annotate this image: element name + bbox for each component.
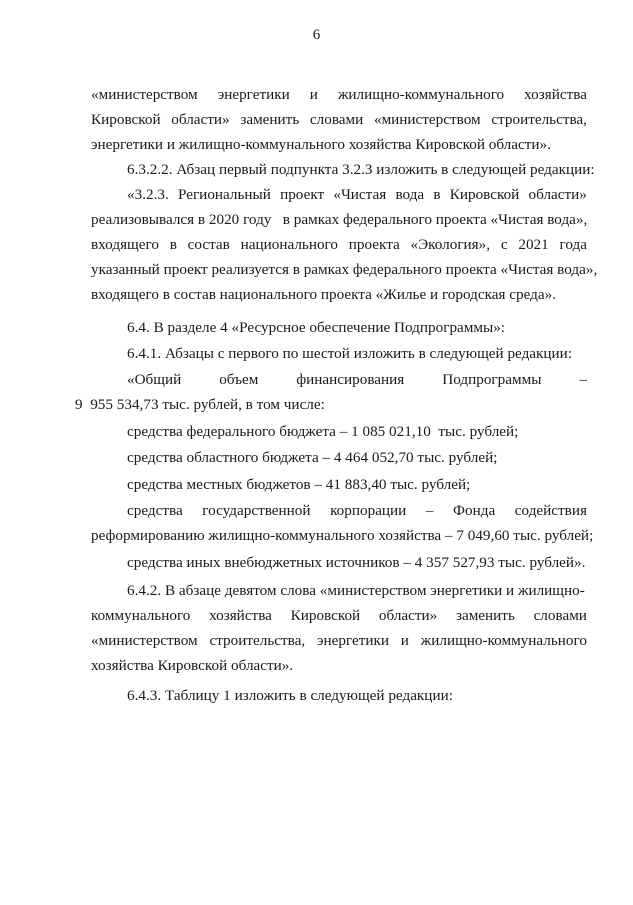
text-line: 6.4.2. В абзаце девятом слова «министерством энергетики и жилищно- <box>127 582 585 599</box>
text-line: энергетики и жилищно-коммунального хозяйства Кировской области». <box>91 136 551 153</box>
text-line: 6.3.2.2. Абзац первый подпункта 3.2.3 изложить в следующей редакции: <box>127 161 595 178</box>
word: финансирования <box>296 371 405 388</box>
word: заменить <box>240 111 300 128</box>
word: жилищно-коммунального <box>337 86 505 103</box>
text-line <box>91 603 587 628</box>
paragraph-quote-3-2-3 <box>91 182 598 307</box>
word: состав <box>187 236 230 253</box>
word: национального <box>240 236 339 253</box>
word: проекта <box>348 236 400 253</box>
word: коммунального <box>91 607 191 624</box>
word: словами <box>533 607 587 624</box>
word: «3.2.3. <box>127 186 169 203</box>
word: Региональный <box>177 186 271 203</box>
word: вода <box>395 186 425 203</box>
funding-local <box>91 472 587 497</box>
text-line: средства федерального бюджета – 1 085 021,10 тыс. рублей; <box>127 423 519 440</box>
paragraph-6-4 <box>91 315 587 340</box>
word: – <box>579 371 587 388</box>
word: корпорации <box>330 502 407 519</box>
word: области» <box>528 186 587 203</box>
word: средства <box>127 502 183 519</box>
word: хозяйства <box>209 607 272 624</box>
word: области» <box>378 607 438 624</box>
word: 2021 <box>518 236 549 253</box>
text-line: хозяйства Кировской области». <box>91 657 294 674</box>
word: – <box>425 502 434 519</box>
paragraph-6-3-2-2 <box>91 157 595 182</box>
word: в <box>169 236 177 253</box>
text-line: средства местных бюджетов – 41 883,40 тыс. рублей; <box>127 476 471 493</box>
text-line: реформированию жилищно-коммунального хозяйства – 7 049,60 тыс. рублей; <box>91 527 594 544</box>
word: «министерством <box>91 86 198 103</box>
word: «Экология», <box>410 236 491 253</box>
word: Подпрограммы <box>442 371 542 388</box>
text-line <box>91 232 587 257</box>
text-line <box>91 82 587 107</box>
word: «Чистая <box>333 186 387 203</box>
word: Фонда <box>453 502 496 519</box>
word: проект <box>280 186 325 203</box>
text-line: 6.4.1. Абзацы с первого по шестой изложить в следующей редакции: <box>127 345 573 362</box>
text-line: 9 955 534,73 тыс. рублей, в том числе: <box>75 396 325 413</box>
page-number: 6 <box>312 27 321 43</box>
word: в <box>433 186 441 203</box>
word: Кировской <box>449 186 520 203</box>
word: «министерством <box>91 632 198 649</box>
word: года <box>559 236 587 253</box>
text-line <box>91 107 587 132</box>
text-line <box>91 498 587 523</box>
text-line: реализовывался в 2020 году в рамках федерального проекта «Чистая вода», <box>91 211 588 228</box>
paragraph-funding <box>75 367 587 417</box>
text-line: 6.4.3. Таблицу 1 изложить в следующей редакции: <box>127 687 453 704</box>
word: строительства, <box>491 111 587 128</box>
paragraph-replacement-1 <box>91 82 587 157</box>
word: с <box>500 236 508 253</box>
word: энергетики <box>316 632 389 649</box>
paragraph-6-4-1 <box>91 341 587 366</box>
word: словами <box>309 111 364 128</box>
text-line: входящего в состав национального проекта «Жилье и городская среда». <box>91 286 557 303</box>
word: содействия <box>514 502 587 519</box>
word: «Общий <box>127 371 182 388</box>
word: заменить <box>455 607 515 624</box>
word: «министерством <box>373 111 481 128</box>
word: входящего <box>91 236 159 253</box>
word: государственной <box>202 502 311 519</box>
paragraph-6-4-2 <box>91 578 587 678</box>
word: строительства, <box>209 632 306 649</box>
paragraph-6-4-3 <box>91 683 587 708</box>
funding-federal <box>91 419 587 444</box>
funding-regional <box>91 445 587 470</box>
funding-corporation <box>91 498 594 548</box>
word: и <box>309 86 318 103</box>
text-line <box>91 182 587 207</box>
funding-extrabudgetary <box>91 550 587 575</box>
text-line <box>75 367 587 392</box>
text-line <box>91 628 587 653</box>
word: Кировской <box>91 111 161 128</box>
word: энергетики <box>217 86 290 103</box>
word: объем <box>219 371 259 388</box>
word: области» <box>171 111 230 128</box>
word: Кировской <box>290 607 361 624</box>
text-line: указанный проект реализуется в рамках федерального проекта «Чистая вода», <box>91 261 598 278</box>
text-line: средства областного бюджета – 4 464 052,70 тыс. рублей; <box>127 449 498 466</box>
word: и <box>400 632 409 649</box>
text-line: средства иных внебюджетных источников – 4 357 527,93 тыс. рублей». <box>127 554 586 571</box>
text-line: 6.4. В разделе 4 «Ресурсное обеспечение Подпрограммы»: <box>127 319 506 336</box>
word: хозяйства <box>524 86 587 103</box>
word: жилищно-коммунального <box>420 632 587 649</box>
